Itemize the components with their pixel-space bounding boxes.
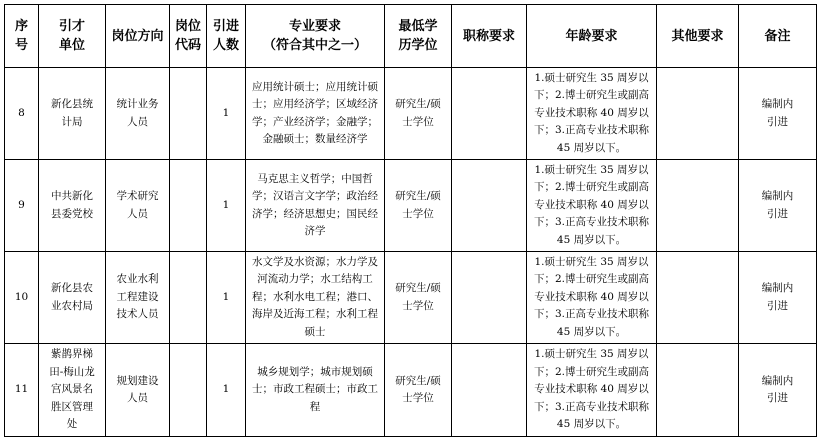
cell-degree: 研究生/硕士学位 bbox=[385, 68, 452, 160]
cell-major: 马克思主义哲学；中国哲学；汉语言文字学；政治经济学；经济思想史；国民经济学 bbox=[246, 160, 385, 252]
cell-code bbox=[170, 160, 207, 252]
cell-seq: 11 bbox=[5, 344, 39, 437]
cell-age: 1.硕士研究生 35 周岁以下；2.博士研究生或副高专业技术职称 40 周岁以下；3.正高专业技术职称 45 周岁以下。 bbox=[527, 68, 657, 160]
table-row bbox=[5, 252, 817, 344]
header-degree: 最低学历学位 bbox=[385, 5, 452, 68]
header-unit: 引才单位 bbox=[39, 5, 106, 68]
cell-count: 1 bbox=[207, 252, 246, 344]
header-remark: 备注 bbox=[739, 5, 817, 68]
header-major-label: 专业要求 bbox=[288, 19, 341, 34]
table-row bbox=[5, 344, 817, 437]
cell-age: 1.硕士研究生 35 周岁以下；2.博士研究生或副高专业技术职称 40 周岁以下；3.正高专业技术职称 45 周岁以下。 bbox=[527, 252, 657, 344]
cell-direction: 统计业务人员 bbox=[106, 68, 170, 160]
cell-degree: 研究生/硕士学位 bbox=[385, 160, 452, 252]
cell-title-req bbox=[452, 68, 527, 160]
header-major-note: （符合其中之一） bbox=[262, 38, 367, 53]
cell-degree: 研究生/硕士学位 bbox=[385, 344, 452, 437]
cell-major: 应用统计硕士；应用统计硕士；应用经济学；区域经济学；产业经济学；金融学；金融硕士；数量经济学 bbox=[246, 68, 385, 160]
cell-remark: 编制内引进 bbox=[739, 344, 817, 437]
header-direction: 岗位方向 bbox=[106, 5, 170, 68]
cell-major: 城乡规划学；城市规划硕士；市政工程硕士；市政工程 bbox=[246, 344, 385, 437]
header-seq: 序号 bbox=[5, 5, 39, 68]
cell-other bbox=[657, 160, 739, 252]
header-age: 年龄要求 bbox=[527, 5, 657, 68]
cell-direction: 农业水利工程建设技术人员 bbox=[106, 252, 170, 344]
header-major bbox=[246, 5, 385, 68]
cell-age: 1.硕士研究生 35 周岁以下；2.博士研究生或副高专业技术职称 40 周岁以下；3.正高专业技术职称 45 周岁以下。 bbox=[527, 344, 657, 437]
cell-code bbox=[170, 252, 207, 344]
cell-remark: 编制内引进 bbox=[739, 252, 817, 344]
cell-major: 水文学及水资源；水力学及河流动力学；水工结构工程；水利水电工程；港口、海岸及近海工程；水利工程硕士 bbox=[246, 252, 385, 344]
cell-unit: 中共新化县委党校 bbox=[39, 160, 106, 252]
header-count: 引进人数 bbox=[207, 5, 246, 68]
cell-code bbox=[170, 68, 207, 160]
header-code: 岗位代码 bbox=[170, 5, 207, 68]
cell-direction: 规划建设人员 bbox=[106, 344, 170, 437]
cell-degree: 研究生/硕士学位 bbox=[385, 252, 452, 344]
cell-direction: 学术研究人员 bbox=[106, 160, 170, 252]
cell-other bbox=[657, 68, 739, 160]
cell-unit: 新化县统计局 bbox=[39, 68, 106, 160]
header-other: 其他要求 bbox=[657, 5, 739, 68]
cell-count: 1 bbox=[207, 160, 246, 252]
table-row bbox=[5, 68, 817, 160]
cell-other bbox=[657, 252, 739, 344]
cell-remark: 编制内引进 bbox=[739, 68, 817, 160]
cell-seq: 8 bbox=[5, 68, 39, 160]
cell-code bbox=[170, 344, 207, 437]
recruitment-table bbox=[4, 4, 817, 437]
cell-remark: 编制内引进 bbox=[739, 160, 817, 252]
cell-count: 1 bbox=[207, 344, 246, 437]
cell-age: 1.硕士研究生 35 周岁以下；2.博士研究生或副高专业技术职称 40 周岁以下；3.正高专业技术职称 45 周岁以下。 bbox=[527, 160, 657, 252]
cell-seq: 9 bbox=[5, 160, 39, 252]
cell-unit: 紫鹊界梯田-梅山龙宫风景名胜区管理处 bbox=[39, 344, 106, 437]
cell-title-req bbox=[452, 160, 527, 252]
cell-other bbox=[657, 344, 739, 437]
cell-unit: 新化县农业农村局 bbox=[39, 252, 106, 344]
header-row bbox=[5, 5, 817, 68]
cell-seq: 10 bbox=[5, 252, 39, 344]
header-title-req: 职称要求 bbox=[452, 5, 527, 68]
cell-title-req bbox=[452, 252, 527, 344]
table-row bbox=[5, 160, 817, 252]
cell-count: 1 bbox=[207, 68, 246, 160]
cell-title-req bbox=[452, 344, 527, 437]
